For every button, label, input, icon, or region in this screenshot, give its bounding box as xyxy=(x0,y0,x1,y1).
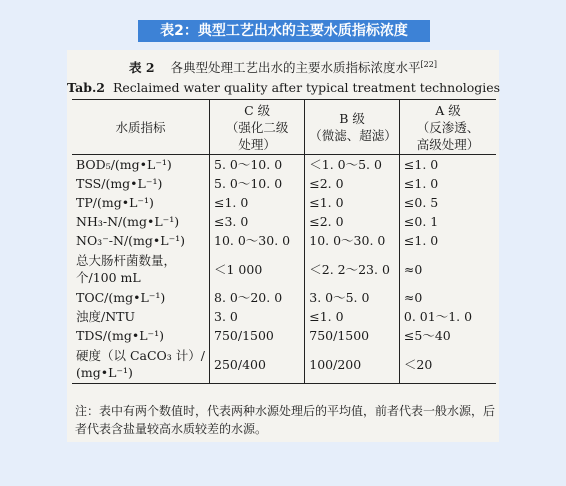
cell-line: 250/400 xyxy=(214,356,266,372)
cell-line: ≤1. 0 xyxy=(214,195,249,210)
cell-grade-a xyxy=(399,193,496,212)
header-line: 水质指标 xyxy=(115,119,166,135)
caption-en-label: Tab.2 xyxy=(67,80,105,95)
water-quality-table xyxy=(72,99,496,384)
header-line: （强化二级 xyxy=(225,119,289,135)
table-card xyxy=(67,50,499,442)
cell-grade-a xyxy=(399,307,496,326)
header-line: （反渗透、 xyxy=(416,119,480,135)
cell-grade-a xyxy=(399,288,496,307)
cell-line: 3. 0 xyxy=(214,309,238,324)
cell-line: ≈0 xyxy=(403,261,423,277)
cell-line: 100/200 xyxy=(309,356,362,372)
cell-line: 10. 0～30. 0 xyxy=(309,233,386,248)
cell-grade-b xyxy=(305,155,400,175)
cell-line: ≤1. 0 xyxy=(309,195,344,210)
figure-banner: 表2：典型工艺出水的主要水质指标浓度 xyxy=(138,20,430,42)
cell-line: TOC/(mg•L⁻¹) xyxy=(76,290,166,305)
cell-line: ≤1. 0 xyxy=(403,233,439,248)
cell-line: ≤0. 1 xyxy=(403,214,439,229)
cell-line: ≤5～40 xyxy=(403,328,451,343)
cell-line: TSS/(mg•L⁻¹) xyxy=(76,176,163,191)
cell-line: 个/100 mL xyxy=(76,270,141,285)
table-row xyxy=(72,231,496,250)
cell-line: 5. 0～10. 0 xyxy=(214,176,283,191)
header-line: 处理） xyxy=(238,136,276,152)
cell-grade-a xyxy=(399,231,496,250)
caption-reference: [22] xyxy=(420,59,437,69)
cell-grade-a xyxy=(399,212,496,231)
cell-line: BOD₅/(mg•L⁻¹) xyxy=(76,157,172,172)
header-line: B 级 xyxy=(339,111,365,126)
cell-grade-b xyxy=(305,345,400,384)
header-line: C 级 xyxy=(244,102,271,118)
cell-indicator xyxy=(72,174,210,193)
cell-grade-b xyxy=(305,212,400,231)
cell-grade-c xyxy=(210,288,305,307)
cell-line: ＜2. 2～23. 0 xyxy=(309,261,390,277)
cell-line: 10. 0～30. 0 xyxy=(214,233,291,248)
cell-indicator xyxy=(72,345,210,384)
cell-line: (mg•L⁻¹) xyxy=(76,365,133,380)
cell-line: 硬度（以 CaCO₃ 计）/ xyxy=(76,348,205,363)
caption-cn-text: 各典型处理工艺出水的主要水质指标浓度水平 xyxy=(170,60,421,75)
cell-grade-a xyxy=(399,155,496,175)
cell-line: ≤2. 0 xyxy=(309,176,344,191)
table-row xyxy=(72,155,496,175)
cell-indicator xyxy=(72,326,210,345)
cell-line: 浊度/NTU xyxy=(76,309,136,324)
cell-indicator xyxy=(72,155,210,175)
cell-indicator xyxy=(72,212,210,231)
cell-grade-c xyxy=(210,231,305,250)
cell-grade-c xyxy=(210,307,305,326)
cell-line: 5. 0～10. 0 xyxy=(214,157,283,172)
table-row xyxy=(72,193,496,212)
table-row xyxy=(72,250,496,288)
cell-line: NH₃-N/(mg•L⁻¹) xyxy=(76,214,180,229)
cell-line: 750/1500 xyxy=(309,328,370,343)
cell-indicator xyxy=(72,231,210,250)
table-row xyxy=(72,345,496,384)
header-line: A 级 xyxy=(435,102,461,118)
cell-grade-c xyxy=(210,250,305,288)
cell-grade-b xyxy=(305,174,400,193)
cell-grade-c xyxy=(210,155,305,175)
cell-grade-c xyxy=(210,193,305,212)
cell-line: ≤2. 0 xyxy=(309,214,344,229)
cell-line: NO₃⁻-N/(mg•L⁻¹) xyxy=(76,233,186,248)
caption-cn-label: 表 2 xyxy=(129,60,155,75)
cell-line: 总大肠杆菌数量， xyxy=(76,253,177,268)
cell-grade-c xyxy=(210,174,305,193)
cell-grade-c xyxy=(210,212,305,231)
cell-line: 0. 01～1. 0 xyxy=(403,309,473,324)
cell-grade-b xyxy=(305,231,400,250)
cell-line: ＜1 000 xyxy=(214,261,263,277)
table-header-row xyxy=(72,100,496,155)
cell-grade-b xyxy=(305,326,400,345)
header-grade-c xyxy=(210,100,305,155)
header-indicator xyxy=(72,100,210,155)
table-footnote: 注：表中有两个数值时，代表两种水源处理后的平均值，前者代表一般水源，后者代表含盐量较高水质较差的水源。 xyxy=(75,404,496,436)
cell-indicator xyxy=(72,193,210,212)
cell-line: ≤1. 0 xyxy=(403,176,439,191)
cell-grade-a xyxy=(399,250,496,288)
cell-grade-a xyxy=(399,174,496,193)
table-row xyxy=(72,288,496,307)
header-line: （微滤、超滤） xyxy=(309,128,397,143)
header-grade-a xyxy=(399,100,496,155)
cell-line: 750/1500 xyxy=(214,328,274,343)
cell-line: ＜1. 0～5. 0 xyxy=(309,157,382,172)
table-row xyxy=(72,174,496,193)
cell-grade-c xyxy=(210,345,305,384)
cell-line: TDS/(mg•L⁻¹) xyxy=(76,328,165,343)
header-line: 高级处理） xyxy=(416,136,480,152)
cell-line: 3. 0～5. 0 xyxy=(309,290,370,305)
cell-indicator xyxy=(72,250,210,288)
cell-grade-b xyxy=(305,307,400,326)
cell-line: TP/(mg•L⁻¹) xyxy=(76,195,154,210)
caption-en-text: Reclaimed water quality after typical treatment technologies xyxy=(113,80,501,95)
cell-line: ≤1. 0 xyxy=(309,309,344,324)
cell-line: ＜20 xyxy=(403,356,433,372)
table-row xyxy=(72,326,496,345)
cell-grade-b xyxy=(305,288,400,307)
cell-grade-b xyxy=(305,193,400,212)
cell-grade-b xyxy=(305,250,400,288)
cell-line: ≈0 xyxy=(403,290,423,305)
cell-grade-a xyxy=(399,326,496,345)
cell-indicator xyxy=(72,288,210,307)
table-caption-en xyxy=(67,80,499,95)
header-grade-b xyxy=(305,100,400,155)
cell-line: ≤3. 0 xyxy=(214,214,249,229)
table-row xyxy=(72,307,496,326)
cell-line: 8. 0～20. 0 xyxy=(214,290,283,305)
table-caption-cn xyxy=(67,58,499,76)
cell-indicator xyxy=(72,307,210,326)
table-row xyxy=(72,212,496,231)
cell-line: ≤1. 0 xyxy=(403,157,439,172)
cell-line: ≤0. 5 xyxy=(403,195,439,210)
cell-grade-a xyxy=(399,345,496,384)
cell-grade-c xyxy=(210,326,305,345)
